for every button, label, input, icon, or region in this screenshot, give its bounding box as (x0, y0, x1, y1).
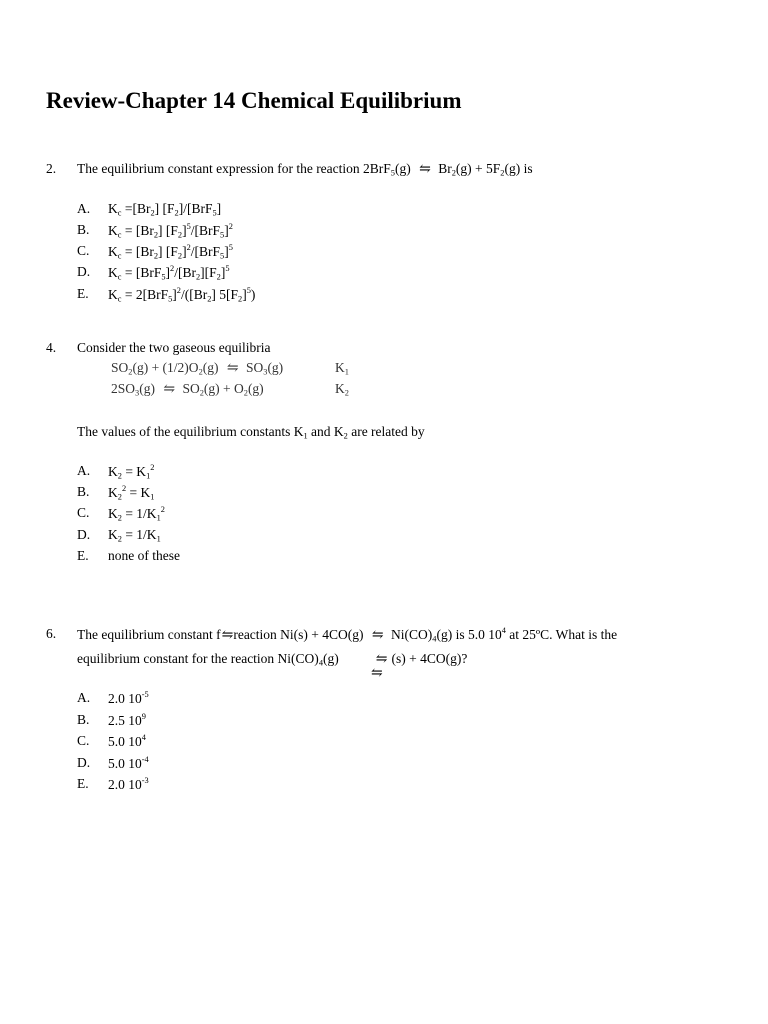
equilibrium-arrow-icon: ⇋ (226, 361, 238, 376)
equilibrium-constant-label: $K_1$ (335, 360, 349, 377)
option-text: $K_2 = K_1^2$ (108, 463, 155, 481)
option-letter: B. (77, 484, 90, 499)
question-stem: Consider the two gaseous equilibria (77, 340, 271, 355)
equilibrium-arrow-icon: ⇋ (375, 652, 387, 667)
question-followup: The values of the equilibrium constants $K_1$ and $K_2$ are related by (77, 424, 425, 441)
option-letter: D. (77, 527, 91, 542)
option-text: $K_c =[Br_2]$ $[F_2]/[BrF_5]$ (108, 201, 222, 218)
question-number: 2. (46, 161, 57, 176)
option-letter: A. (77, 201, 91, 216)
option-letter: E. (77, 286, 89, 301)
option-text: $K_c = [Br_2]$ $[F_2]^2/[BrF_5]^5$ (108, 243, 233, 261)
option-letter: C. (77, 505, 90, 520)
option-text: 2.5 $10^9$ (108, 712, 146, 728)
equilibrium-arrow-icon: ⇋ (221, 627, 233, 643)
equilibrium-constant-label: $K_2$ (335, 381, 349, 398)
option-letter: D. (77, 264, 91, 279)
option-text: $K_2 = 1/K_1$ (108, 527, 161, 544)
equilibrium-equation: $2SO_3(g)$ ⇋ $SO_2(g) + O_2(g)$ $K_2$ (111, 381, 349, 398)
option-text: 5.0 $10^{-4}$ (108, 755, 149, 771)
equilibrium-arrow-icon: ⇋ (371, 666, 382, 681)
option-letter: C. (77, 243, 90, 258)
option-letter: E. (77, 548, 89, 563)
option-letter: A. (77, 463, 91, 478)
option-letter: B. (77, 222, 90, 237)
option-text: $K_2 = 1/K_1^2$ (108, 505, 165, 523)
option-text: 2.0 $10^{-5}$ (108, 690, 149, 706)
question-number: 4. (46, 340, 57, 355)
option-text: $K_c = 2[BrF_5]^2/([Br_2]$ $5[F_2]^5$) (108, 286, 256, 304)
option-letter: B. (77, 712, 90, 727)
question-stem-line2: equilibrium constant for the reaction $Ni(CO)_4(g)$ ⇋ (s) + 4CO(g)? (77, 651, 468, 668)
equilibrium-arrow-icon: ⇋ (371, 627, 383, 643)
equilibrium-arrow-icon: ⇋ (419, 162, 430, 177)
option-text: none of these (108, 548, 180, 563)
question-stem-line1: The equilibrium constant f⇋reaction Ni(s) + 4CO(g) ⇋ $Ni(CO)_4(g)$ is 5.0 $10^4$ at 25ºC. What is the (77, 626, 618, 644)
option-text: $K_2^2 = K_1$ (108, 484, 155, 502)
option-letter: E. (77, 776, 89, 791)
equilibrium-arrow-icon: ⇋ (163, 382, 175, 397)
option-letter: D. (77, 755, 91, 770)
option-text: $K_c = [Br_2]$ $[F_2]^5/[BrF_5]^2$ (108, 222, 233, 240)
option-letter: A. (77, 690, 91, 705)
equilibrium-equation: $SO_2(g) + (1/2)O_2(g)$ ⇋ $SO_3(g)$ $K_1$ (111, 360, 349, 377)
question-stem: The equilibrium constant expression for the reaction 2BrF$_5$(g) ⇋ $Br_2(g) + 5F_2(g)$ is (77, 161, 533, 178)
option-letter: C. (77, 733, 90, 748)
question-number: 6. (46, 626, 57, 641)
option-text: $K_c = [BrF_5]^2/[Br_2][F_2]^5$ (108, 264, 230, 282)
option-text: 2.0 $10^{-3}$ (108, 776, 149, 792)
page-title: Review-Chapter 14 Chemical Equilibrium (46, 88, 462, 113)
option-text: 5.0 $10^4$ (108, 733, 146, 749)
